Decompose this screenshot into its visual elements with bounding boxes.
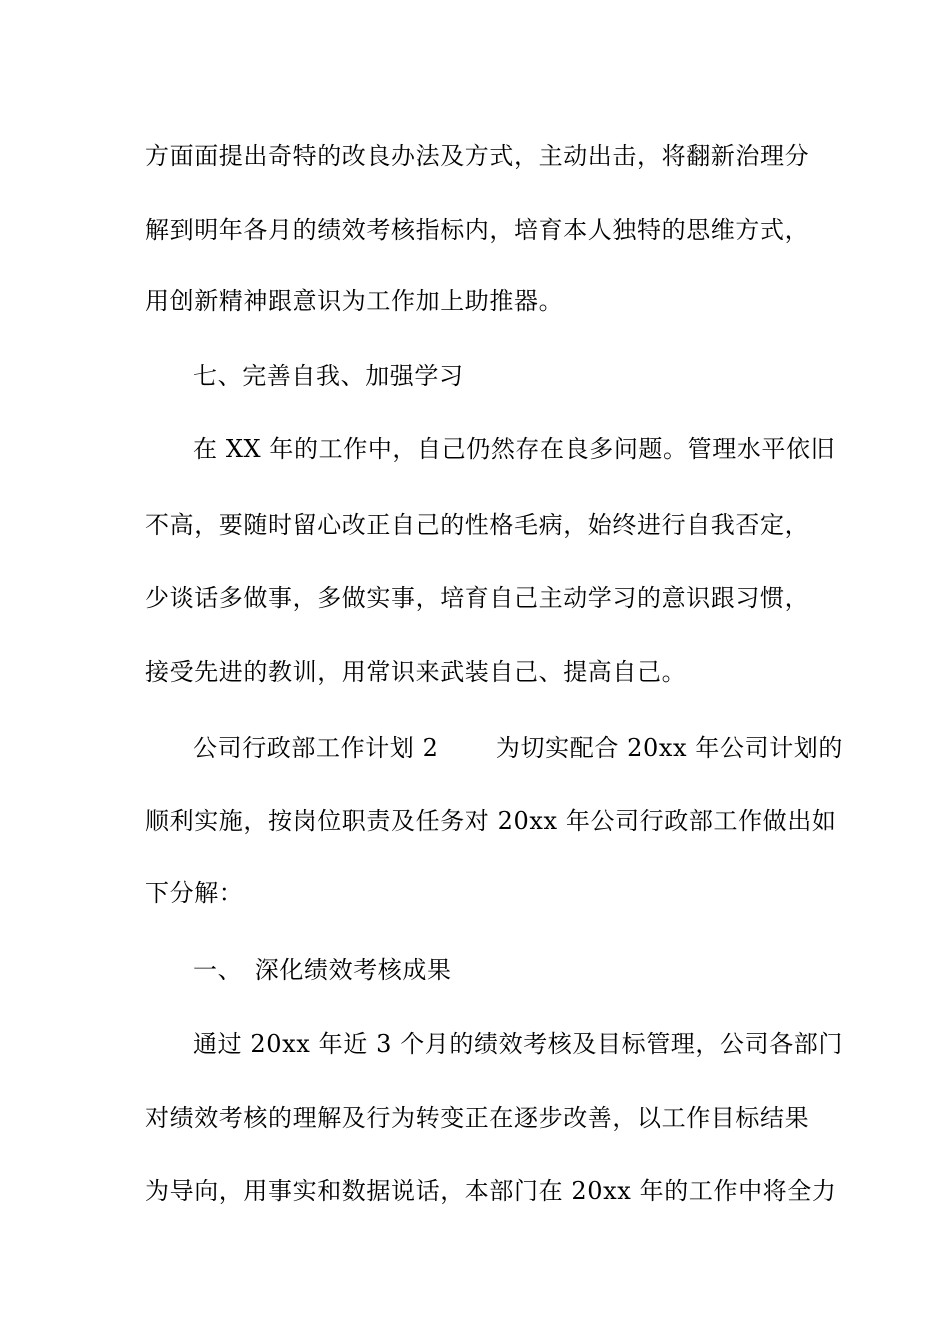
- paragraph-line: 顺利实施，按岗位职责及任务对 20xx 年公司行政部工作做出如: [145, 807, 837, 835]
- paragraph-line: 用创新精神跟意识为工作加上助推器。: [145, 287, 564, 315]
- section-heading: 一、 深化绩效考核成果: [193, 956, 452, 984]
- paragraph-line: 为导向，用事实和数据说话，本部门在 20xx 年的工作中将全力: [145, 1177, 837, 1205]
- section-heading: 七、完善自我、加强学习: [193, 362, 464, 390]
- paragraph-line: 下分解：: [145, 879, 244, 907]
- paragraph-line: 不高，要随时留心改正自己的性格毛病，始终进行自我否定，: [145, 511, 810, 539]
- paragraph-line: 公司行政部工作计划 2 为切实配合 20xx 年公司计划的: [193, 734, 843, 762]
- paragraph-line: 少谈话多做事，多做实事，培育自己主动学习的意识跟习惯，: [145, 584, 810, 612]
- paragraph-line: 在 XX 年的工作中，自己仍然存在良多问题。管理水平依旧: [193, 435, 836, 463]
- paragraph-line: 解到明年各月的绩效考核指标内，培育本人独特的思维方式，: [145, 216, 810, 244]
- paragraph-line: 对绩效考核的理解及行为转变正在逐步改善，以工作目标结果: [145, 1104, 810, 1132]
- paragraph-line: 通过 20xx 年近 3 个月的绩效考核及目标管理，公司各部门: [193, 1030, 843, 1058]
- paragraph-line: 方面面提出奇特的改良办法及方式，主动出击，将翻新治理分: [145, 142, 810, 170]
- paragraph-line: 接受先进的教训，用常识来武装自己、提高自己。: [145, 658, 687, 686]
